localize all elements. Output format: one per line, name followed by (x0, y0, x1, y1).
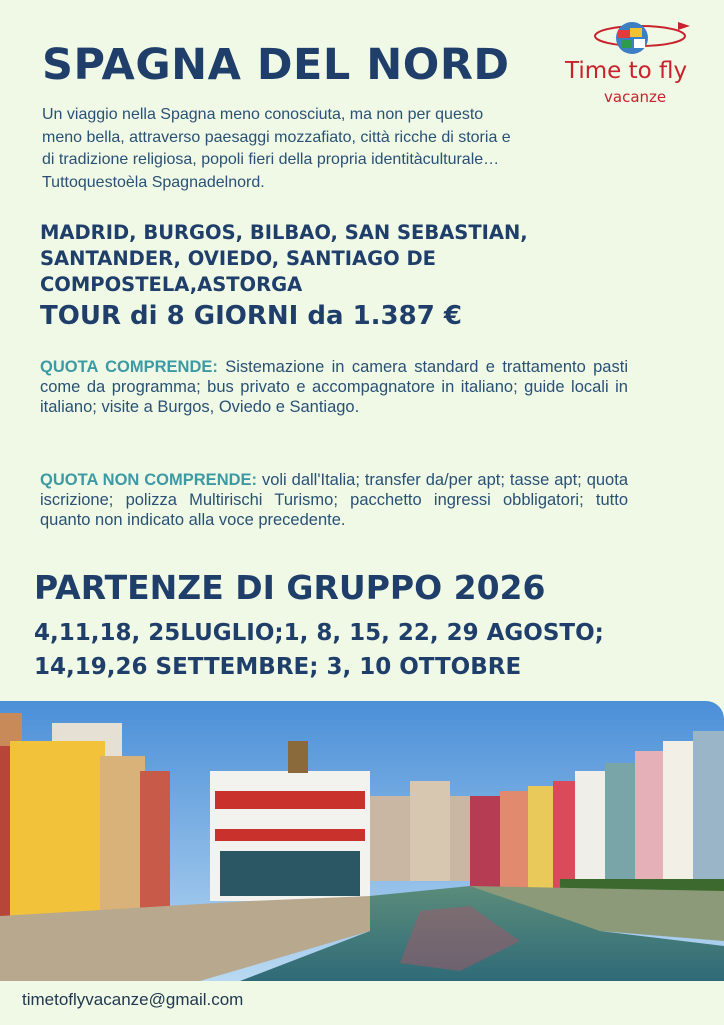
includes-text: Sistemazione in camera standard e trattamento pasti come da programma; bus privato e accompagnatore in italiano; guide locali in italiano; visite a Burgos, Oviedo e Santiago. (40, 358, 628, 416)
logo-wordmark: Time to fly (565, 58, 688, 84)
bilbao-photo (0, 701, 724, 981)
excludes-text: voli dall'Italia; transfer da/per apt; tasse apt; quota iscrizione; polizza Multirischi Turismo; pacchetto ingressi obbligatori; tutto quanto non indicato alla voce precedente. (40, 471, 628, 529)
globe-airplane-icon (560, 14, 720, 64)
departure-dates-line-2: 14,19,26 SETTEMBRE; 3, 10 OTTOBRE (34, 654, 522, 680)
brand-logo (560, 14, 720, 114)
includes-section (40, 357, 628, 417)
excludes-label: QUOTA NON COMPRENDE: (40, 471, 258, 489)
page-title: SPAGNA DEL NORD (42, 40, 510, 90)
departure-dates-line-1: 4,11,18, 25LUGLIO;1, 8, 15, 22, 29 AGOSTO; (34, 620, 604, 646)
intro-text: Un viaggio nella Spagna meno conosciuta, ma non per questo meno bella, attraverso paesaggi mozzafiato, città ricche di storia e di tradizione religiosa, popoli fieri della propria identitàculturale…Tuttoquestoèla Spagnadelnord. (42, 106, 511, 191)
departure-dates (34, 616, 604, 684)
includes-label: QUOTA COMPRENDE: (40, 358, 218, 376)
excludes-section (40, 470, 628, 530)
logo-subtitle: vacanze (604, 88, 667, 106)
departures-title: PARTENZE DI GRUPPO 2026 (34, 568, 546, 607)
cities-list: MADRID, BURGOS, BILBAO, SAN SEBASTIAN, SANTANDER, OVIEDO, SANTIAGO DE COMPOSTELA,ASTORGA (40, 221, 528, 296)
tour-headline: TOUR di 8 GIORNI da 1.387 € (40, 301, 462, 331)
contact-email[interactable]: timetoflyvacanze@gmail.com (22, 990, 244, 1009)
